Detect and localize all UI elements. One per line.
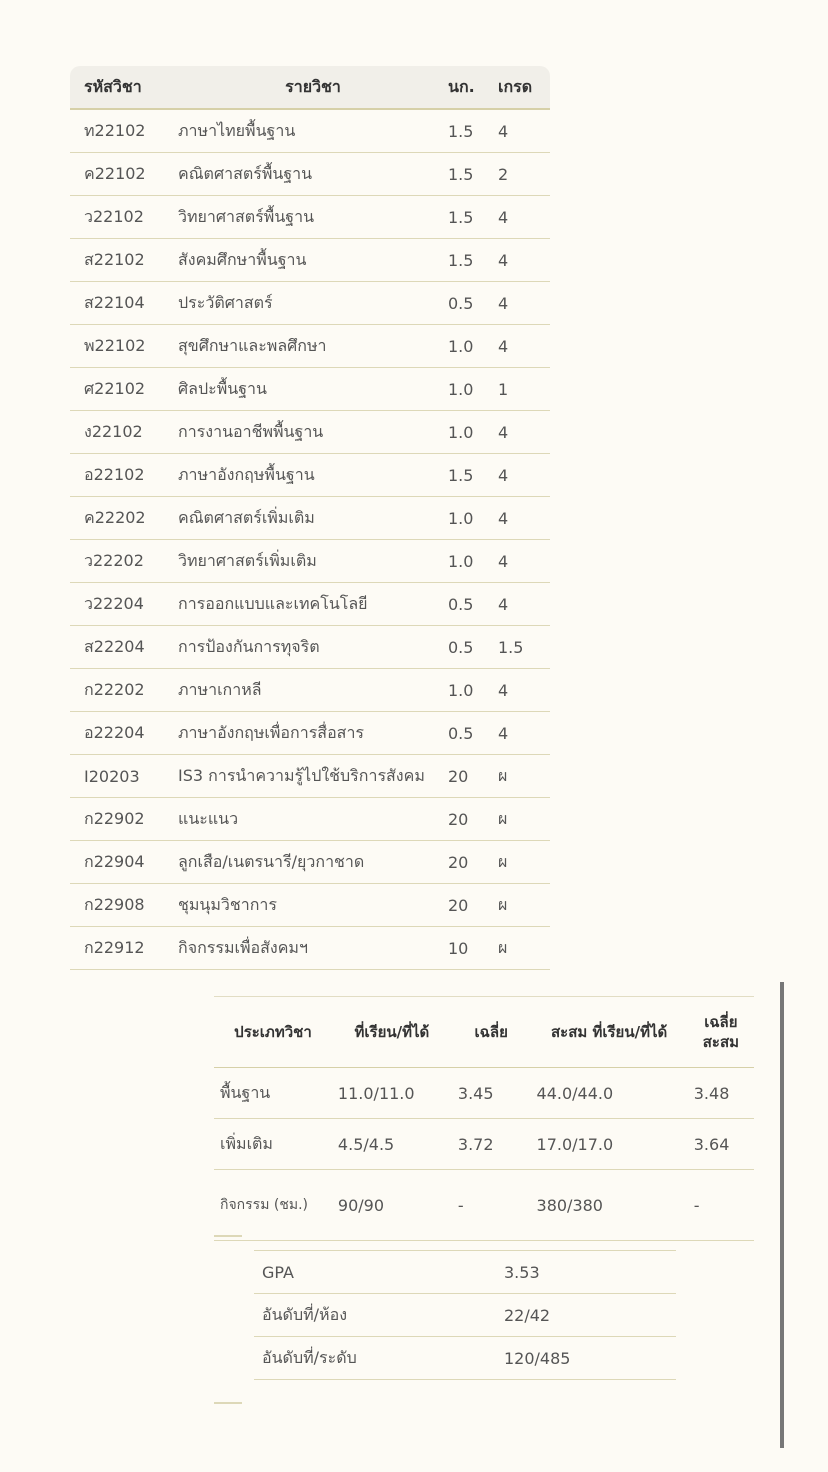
header-cumulative-average: เฉลี่ยสะสม [688,997,754,1068]
course-credit: 20 [448,841,498,884]
course-row [70,927,550,970]
course-grade: 4 [498,454,550,497]
course-credit: 1.5 [448,239,498,282]
summary-row [214,1068,754,1119]
course-credit: 0.5 [448,626,498,669]
course-grade: 4 [498,540,550,583]
course-name: ชุมนุมวิชาการ [176,884,448,927]
gpa-rank-table [254,1250,676,1380]
course-row [70,497,550,540]
course-code: อ22102 [70,454,176,497]
course-code: ว22204 [70,583,176,626]
header-course-code: รหัสวิชา [70,66,176,109]
course-name: ภาษาไทยพื้นฐาน [176,109,448,153]
course-grade: 4 [498,583,550,626]
course-grade: 4 [498,669,550,712]
course-grade: 4 [498,282,550,325]
course-grade: ผ [498,927,550,970]
course-credit: 1.0 [448,540,498,583]
header-average: เฉลี่ย [452,997,531,1068]
course-grade: 4 [498,239,550,282]
course-code: ส22102 [70,239,176,282]
course-name: สุขศึกษาและพลศึกษา [176,325,448,368]
course-table-header [70,66,550,109]
course-credit: 0.5 [448,583,498,626]
summary-panel [182,982,782,1448]
course-code: ก22904 [70,841,176,884]
course-grade: 4 [498,196,550,239]
course-table [70,66,550,970]
course-code: ว22202 [70,540,176,583]
course-row [70,239,550,282]
stat-label: อันดับที่/ห้อง [254,1294,496,1337]
course-row [70,325,550,368]
earned: 11.0/11.0 [332,1068,452,1119]
course-name: ภาษาเกาหลี [176,669,448,712]
course-credit: 20 [448,755,498,798]
course-code: ก22202 [70,669,176,712]
course-grade: ผ [498,841,550,884]
course-row [70,368,550,411]
subject-type: เพิ่มเติม [214,1119,332,1170]
divider [214,1402,242,1404]
course-grade: ผ [498,755,550,798]
course-name: ศิลปะพื้นฐาน [176,368,448,411]
course-name: ลูกเสือ/เนตรนารี/ยุวกาชาด [176,841,448,884]
header-earned: ที่เรียน/ที่ได้ [332,997,452,1068]
course-code: ส22204 [70,626,176,669]
course-grade: 4 [498,325,550,368]
course-credit: 1.0 [448,368,498,411]
summary-table [214,996,754,1241]
course-code: ก22908 [70,884,176,927]
cumulative-average: 3.64 [688,1119,754,1170]
course-code: ค22102 [70,153,176,196]
course-credit: 0.5 [448,712,498,755]
subject-type: พื้นฐาน [214,1068,332,1119]
course-code: ก22912 [70,927,176,970]
course-grade: 1 [498,368,550,411]
stat-value: 120/485 [496,1337,676,1380]
course-row [70,626,550,669]
header-credit: นก. [448,66,498,109]
summary-row [214,1170,754,1241]
scrollbar[interactable] [780,982,784,1448]
course-row [70,712,550,755]
course-grade: 2 [498,153,550,196]
course-credit: 1.0 [448,411,498,454]
course-name: วิทยาศาสตร์เพิ่มเติม [176,540,448,583]
course-grade: ผ [498,884,550,927]
header-cumulative-earned: สะสม ที่เรียน/ที่ได้ [531,997,688,1068]
course-name: การออกแบบและเทคโนโลยี [176,583,448,626]
header-subject-type: ประเภทวิชา [214,997,332,1068]
course-grade: 1.5 [498,626,550,669]
cumulative-earned: 380/380 [531,1170,688,1241]
course-row [70,454,550,497]
course-grade: 4 [498,497,550,540]
course-code: ง22102 [70,411,176,454]
course-code: พ22102 [70,325,176,368]
course-grade: ผ [498,798,550,841]
course-credit: 10 [448,927,498,970]
course-row [70,884,550,927]
course-name: แนะแนว [176,798,448,841]
course-code: ก22902 [70,798,176,841]
course-name: การงานอาชีพพื้นฐาน [176,411,448,454]
course-grade: 4 [498,109,550,153]
course-name: ภาษาอังกฤษเพื่อการสื่อสาร [176,712,448,755]
course-credit: 1.0 [448,669,498,712]
course-name: การป้องกันการทุจริต [176,626,448,669]
course-row [70,540,550,583]
course-name: กิจกรรมเพื่อสังคมฯ [176,927,448,970]
course-credit: 1.5 [448,454,498,497]
summary-row [214,1119,754,1170]
course-row [70,411,550,454]
course-credit: 1.5 [448,196,498,239]
stat-row [254,1294,676,1337]
course-name: สังคมศึกษาพื้นฐาน [176,239,448,282]
course-row [70,282,550,325]
earned: 90/90 [332,1170,452,1241]
course-code: ท22102 [70,109,176,153]
stat-value: 22/42 [496,1294,676,1337]
cumulative-earned: 17.0/17.0 [531,1119,688,1170]
course-code: ศ22102 [70,368,176,411]
cumulative-average: - [688,1170,754,1241]
divider [214,1235,242,1237]
course-row [70,798,550,841]
course-code: ค22202 [70,497,176,540]
course-name: คณิตศาสตร์เพิ่มเติม [176,497,448,540]
course-credit: 1.5 [448,153,498,196]
course-row [70,153,550,196]
average: - [452,1170,531,1241]
average: 3.45 [452,1068,531,1119]
course-row [70,196,550,239]
stat-label: อันดับที่/ระดับ [254,1337,496,1380]
course-row [70,755,550,798]
cumulative-earned: 44.0/44.0 [531,1068,688,1119]
course-code: I20203 [70,755,176,798]
stat-label: GPA [254,1251,496,1294]
course-grade: 4 [498,411,550,454]
course-credit: 1.0 [448,325,498,368]
course-code: ส22104 [70,282,176,325]
course-grade-table [70,66,548,970]
course-name: IS3 การนำความรู้ไปใช้บริการสังคม [176,755,448,798]
header-course-name: รายวิชา [176,66,448,109]
course-grade: 4 [498,712,550,755]
course-credit: 1.0 [448,497,498,540]
course-name: คณิตศาสตร์พื้นฐาน [176,153,448,196]
course-row [70,841,550,884]
course-credit: 1.5 [448,109,498,153]
subject-type: กิจกรรม (ชม.) [214,1170,332,1241]
course-name: ภาษาอังกฤษพื้นฐาน [176,454,448,497]
course-credit: 20 [448,884,498,927]
stat-row [254,1251,676,1294]
summary-table-header [214,997,754,1068]
average: 3.72 [452,1119,531,1170]
course-credit: 0.5 [448,282,498,325]
earned: 4.5/4.5 [332,1119,452,1170]
course-row [70,109,550,153]
course-row [70,583,550,626]
course-code: อ22204 [70,712,176,755]
stat-value: 3.53 [496,1251,676,1294]
course-code: ว22102 [70,196,176,239]
cumulative-average: 3.48 [688,1068,754,1119]
course-name: วิทยาศาสตร์พื้นฐาน [176,196,448,239]
course-credit: 20 [448,798,498,841]
header-grade: เกรด [498,66,550,109]
stat-row [254,1337,676,1380]
course-name: ประวัติศาสตร์ [176,282,448,325]
course-row [70,669,550,712]
